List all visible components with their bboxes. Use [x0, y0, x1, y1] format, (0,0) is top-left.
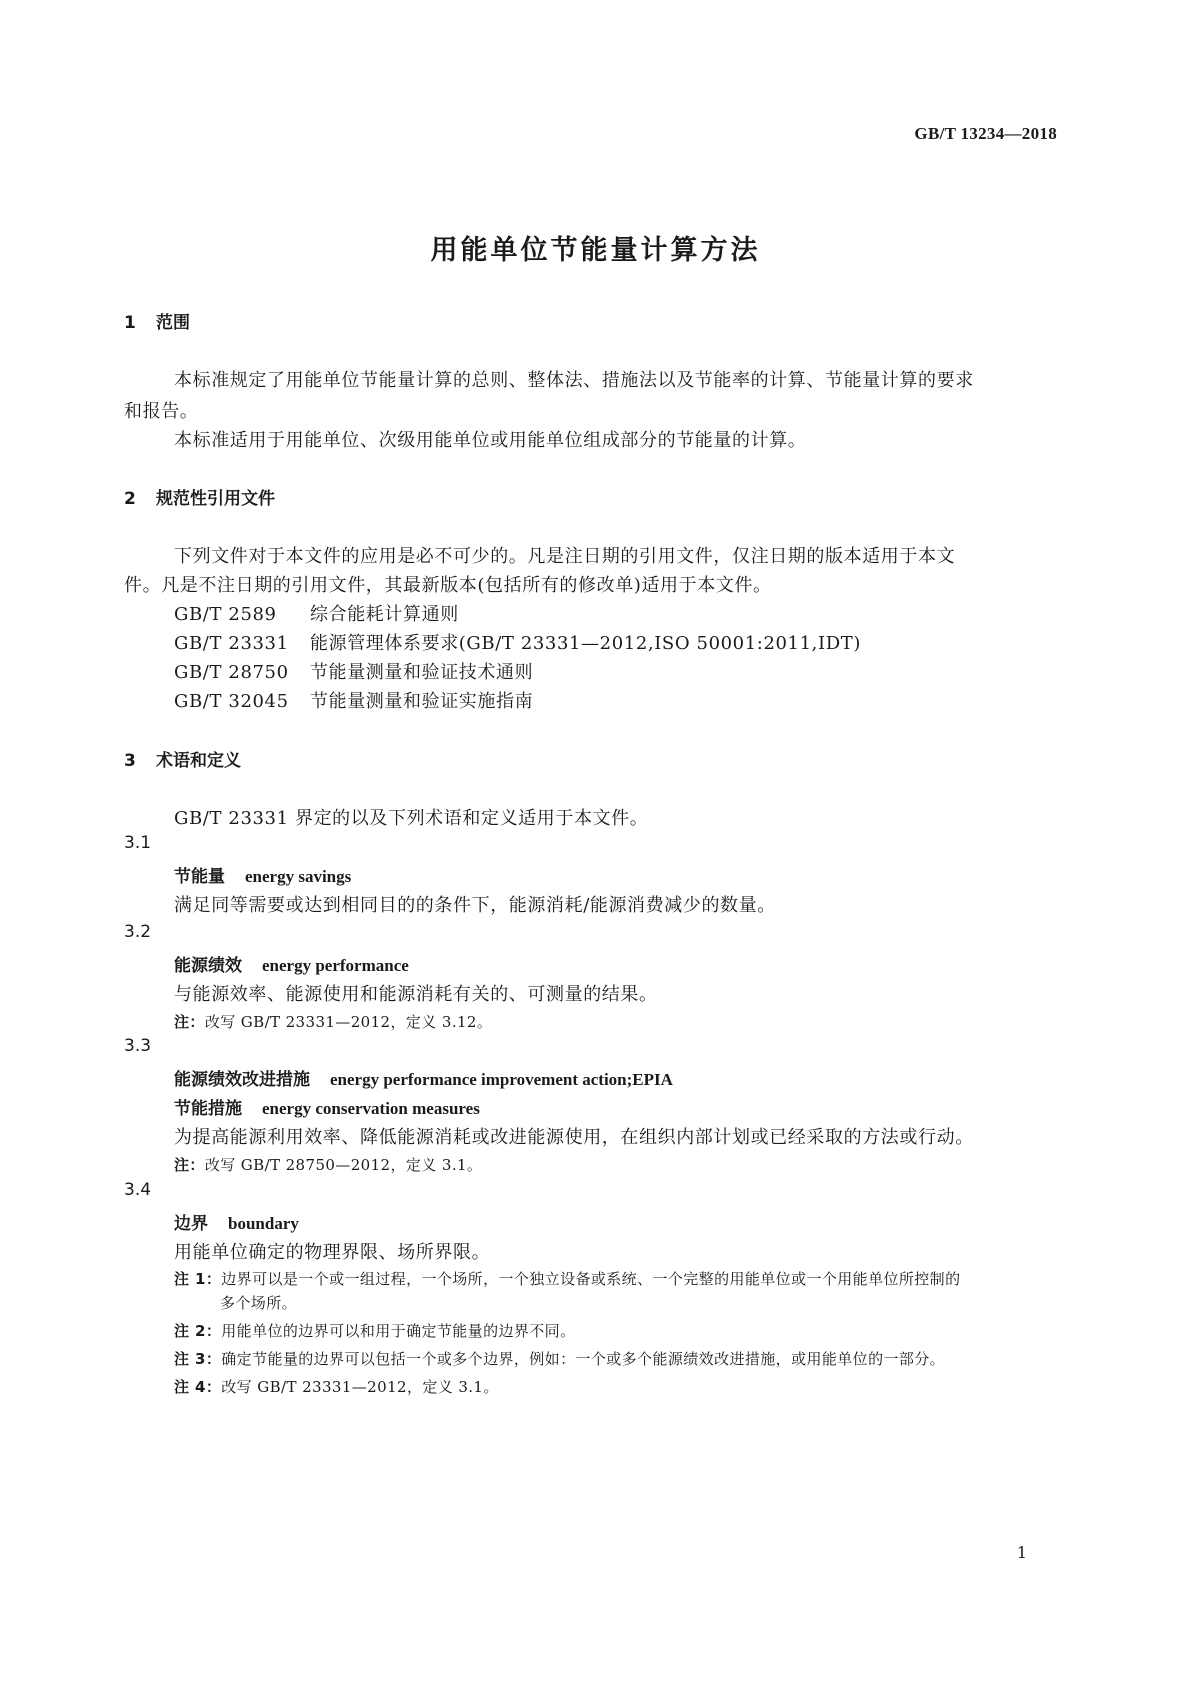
term-definition: 用能单位确定的物理界限、场所界限。: [174, 1242, 491, 1263]
note-text: 改写 GB/T 23331—2012，定义 3.12。: [204, 1013, 493, 1031]
section-number: 1: [124, 313, 136, 333]
note-continuation: 多个场所。: [220, 1294, 298, 1312]
term-note: [174, 1348, 945, 1369]
reference-title: 能源管理体系要求(GB/T 23331—2012,ISO 50001:2011,IDT): [310, 633, 861, 654]
normative-reference: [174, 600, 459, 626]
section-title: 范围: [156, 313, 190, 333]
paragraph-line: 件。凡是不注日期的引用文件，其最新版本(包括所有的修改单)适用于本文件。: [124, 575, 772, 596]
term-en: energy conservation measures: [262, 1099, 480, 1118]
reference-code: GB/T 2589: [174, 604, 277, 625]
term-heading: [174, 862, 351, 887]
reference-code: GB/T 32045: [174, 691, 289, 712]
term-heading-alt: [174, 1094, 480, 1119]
note-text: 确定节能量的边界可以包括一个或多个边界，例如：一个或多个能源绩效改进措施，或用能单位的一部分。: [221, 1350, 946, 1368]
section-3-heading: [124, 746, 241, 771]
term-cn: 能源绩效改进措施: [174, 1070, 310, 1090]
term-number: 3.2: [124, 922, 152, 942]
term-en: boundary: [228, 1214, 299, 1233]
reference-title: 节能量测量和验证实施指南: [310, 691, 534, 712]
paragraph: GB/T 23331 界定的以及下列术语和定义适用于本文件。: [174, 808, 649, 829]
standard-number: GB/T 13234—2018: [914, 124, 1057, 143]
reference-title: 节能量测量和验证技术通则: [310, 662, 534, 683]
term-note: [174, 1011, 492, 1032]
document-title: 用能单位节能量计算方法: [430, 235, 761, 266]
note-text: 用能单位的边界可以和用于确定节能量的边界不同。: [221, 1322, 576, 1340]
term-number: 3.4: [124, 1180, 152, 1200]
term-en: energy savings: [245, 867, 352, 886]
section-title: 规范性引用文件: [156, 489, 275, 509]
term-en: energy performance improvement action;EPIA: [330, 1070, 673, 1089]
term-note: [174, 1268, 960, 1289]
note-label: 注：: [174, 1156, 205, 1174]
term-heading: [174, 1065, 673, 1090]
term-definition: 为提高能源利用效率、降低能源消耗或改进能源使用，在组织内部计划或已经采取的方法或行动。: [174, 1127, 974, 1148]
paragraph-line: 和报告。: [124, 401, 199, 422]
note-label: 注 2：: [174, 1322, 222, 1340]
term-cn: 节能量: [174, 867, 225, 887]
term-en: energy performance: [262, 956, 409, 975]
paragraph: 本标准适用于用能单位、次级用能单位或用能单位组成部分的节能量的计算。: [174, 430, 807, 451]
note-label: 注 4：: [174, 1378, 222, 1396]
term-cn: 边界: [174, 1214, 208, 1234]
page-number: 1: [1016, 1543, 1027, 1562]
normative-reference: [174, 687, 533, 713]
term-heading: [174, 951, 409, 976]
term-note: [174, 1320, 575, 1341]
section-title: 术语和定义: [156, 751, 241, 771]
term-heading: [174, 1209, 299, 1234]
normative-reference: [174, 658, 533, 684]
note-text: 改写 GB/T 28750—2012，定义 3.1。: [204, 1156, 483, 1174]
term-note: [174, 1154, 482, 1175]
normative-reference: [174, 629, 861, 655]
paragraph-line: 本标准规定了用能单位节能量计算的总则、整体法、措施法以及节能率的计算、节能量计算的要求: [174, 370, 974, 391]
reference-title: 综合能耗计算通则: [310, 604, 459, 625]
term-cn: 节能措施: [174, 1099, 242, 1119]
term-definition: 满足同等需要或达到相同目的的条件下，能源消耗/能源消费减少的数量。: [174, 895, 776, 916]
section-1-heading: [124, 308, 190, 333]
note-label: 注：: [174, 1013, 205, 1031]
term-definition: 与能源效率、能源使用和能源消耗有关的、可测量的结果。: [174, 984, 658, 1005]
note-label: 注 1：: [174, 1270, 222, 1288]
reference-code: GB/T 28750: [174, 662, 289, 683]
section-number: 2: [124, 489, 136, 509]
reference-code: GB/T 23331: [174, 633, 289, 654]
term-cn: 能源绩效: [174, 956, 242, 976]
section-2-heading: [124, 484, 275, 509]
term-note: [174, 1376, 499, 1397]
term-number: 3.1: [124, 833, 152, 853]
note-text: 边界可以是一个或一组过程，一个场所，一个独立设备或系统、一个完整的用能单位或一个用能单位所控制的: [221, 1270, 961, 1288]
note-text: 改写 GB/T 23331—2012，定义 3.1。: [221, 1378, 499, 1396]
section-number: 3: [124, 751, 136, 771]
term-number: 3.3: [124, 1036, 152, 1056]
note-label: 注 3：: [174, 1350, 222, 1368]
paragraph-line: 下列文件对于本文件的应用是必不可少的。凡是注日期的引用文件，仅注日期的版本适用于本文: [174, 546, 956, 567]
